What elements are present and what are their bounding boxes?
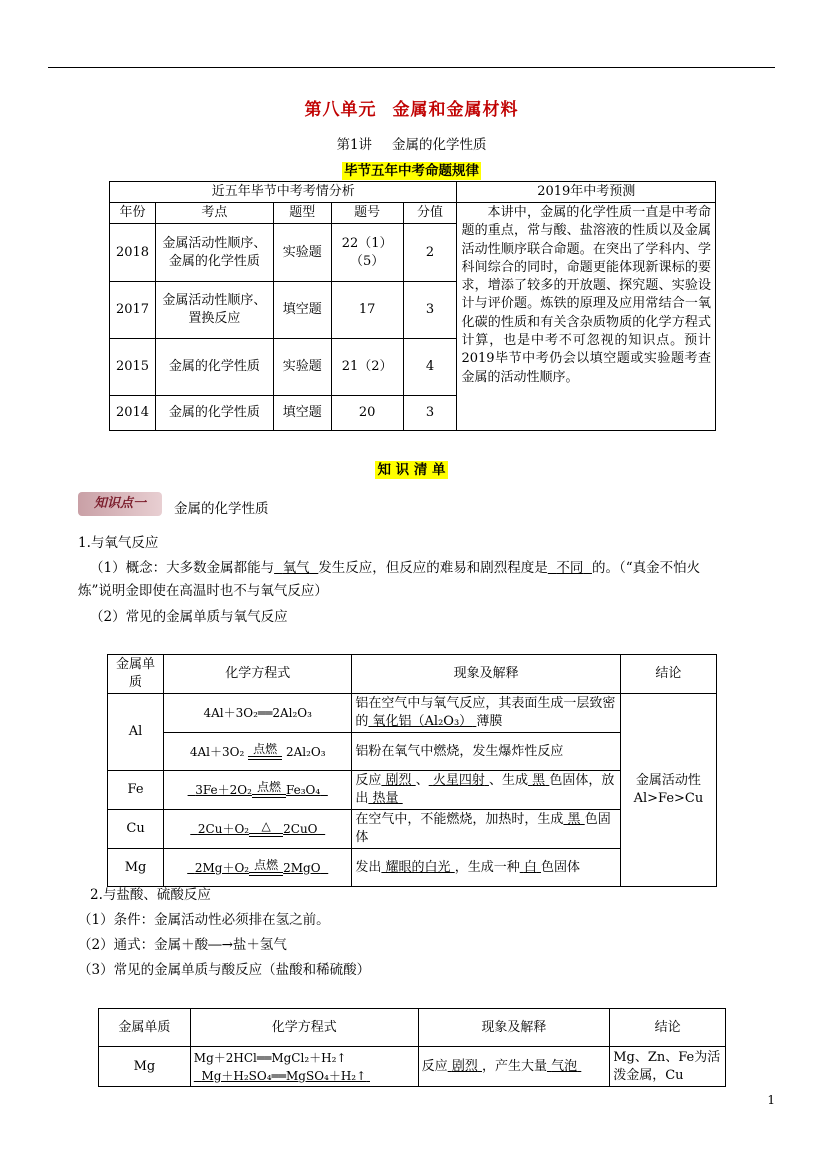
table-row: Al 4Al＋3O₂══2Al₂O₃ 铝在空气中与氧气反应，其表面生成一层致密的 氧化铝（Al₂O₃） 薄膜 金属活动性 Al>Fe>Cu (108, 694, 717, 733)
lecture-title: 第1讲 金属的化学性质 (336, 137, 487, 153)
acid-reaction-table: 金属单质 化学方程式 现象及解释 结论 Mg Mg＋2HCl══MgCl₂＋H₂↑ Mg＋H₂SO₄══MgSO₄＋H₂↑ 反应 剧烈 ，产生大量 气泡 Mg、Zn、Fe为活泼金属，Cu (98, 1008, 726, 1087)
table-header-left: 近五年毕节中考考情分析 (110, 182, 457, 203)
col-score: 分值 (403, 203, 457, 224)
table-row: Mg 2Mg＋O₂ 点燃 2MgO 发出 耀眼的白光 ，生成一种 白 色固体 (108, 849, 717, 887)
conclusion-cell: 金属活动性 Al>Fe>Cu (620, 694, 716, 887)
table-row: 4Al＋3O₂ 点燃 2Al₂O₃ 铝粉在氧气中燃烧，发生爆炸性反应 (108, 733, 717, 771)
exam-analysis-table (109, 181, 716, 431)
page-title: 第八单元 金属和金属材料 (304, 100, 519, 120)
knowledge-point-badge: 知识点一 (78, 492, 162, 516)
table-row: 2017 金属活动性顺序、置换反应 填空题 17 3 (110, 282, 716, 339)
table-header-right: 2019年中考预测 (457, 182, 716, 203)
section2-title: 2.与盐酸、硫酸反应 (90, 887, 211, 903)
page-number: 1 (767, 1093, 775, 1107)
col-year: 年份 (110, 203, 156, 224)
section1-title: 1.与氧气反应 (78, 535, 159, 551)
section2-formula: （2）通式：金属＋酸―→盐＋氢气 (78, 937, 287, 953)
col-point: 考点 (155, 203, 273, 224)
knowledge-point-label: 金属的化学性质 (174, 501, 269, 517)
top-rule (48, 67, 775, 68)
table-row: 2018 金属活动性顺序、金属的化学性质 实验题 22（1）（5） 2 (110, 224, 716, 282)
table-row: Mg Mg＋2HCl══MgCl₂＋H₂↑ Mg＋H₂SO₄══MgSO₄＋H₂↑ 反应 剧烈 ，产生大量 气泡 Mg、Zn、Fe为活泼金属，Cu (99, 1047, 726, 1087)
table-row: 2014 金属的化学性质 填空题 20 3 (110, 396, 716, 431)
section2-condition: （1）条件：金属活动性必须排在氢之前。 (78, 912, 330, 928)
table-row: 2015 金属的化学性质 实验题 21（2） 4 (110, 339, 716, 396)
section2-sub3: （3）常见的金属单质与酸反应（盐酸和稀硫酸） (78, 962, 371, 978)
section1-concept-cont: 炼”说明金即使在高温时也不与氧气反应） (78, 583, 328, 599)
knowledge-list-heading: 知 识 清 单 (377, 462, 446, 478)
table-row: Cu 2Cu＋O₂ △ 2CuO 在空气中，不能燃烧，加热时，生成 黑 色固体 (108, 810, 717, 849)
section-heading: 毕节五年中考命题规律 (344, 163, 479, 179)
prediction-text: 本讲中，金属的化学性质一直是中考命题的重点，常与酸、盐溶液的性质以及金属活动性顺序联合命题。在突出了学科内、学科间综合的同时，命题更能体现新课标的要求，增添了较多的开放题、探究题、实验设计与评价题。炼铁的原理及应用常结合一氧化碳的性质和有关含杂质物质的化学方程式计算，也是中考不可忽视的知识点。预计2019毕节中考仍会以填空题或实验题考查金属的活动性顺序。 (457, 203, 716, 431)
oxygen-reaction-table: 金属单质 化学方程式 现象及解释 结论 Al 4Al＋3O₂══2Al₂O₃ 铝在空气中与氧气反应，其表面生成一层致密的 氧化铝（Al₂O₃） 薄膜 金属活动性 Al>Fe>Cu 4Al＋3O₂ 点燃 2Al₂O₃ 铝粉在氧气中燃烧，发生爆炸性反应 Fe 3Fe＋2O₂ 点燃 Fe₃O₄ 反应 剧烈 、 火星四射 、生成 黑 色固体，放出 热量 Cu 2Cu＋O₂ △ 2CuO 在空气中，不能燃烧，加热时，生成 黑 色固体 Mg 2Mg＋O₂ 点燃 2MgO 发出 耀眼的白光 ，生成一种 白 色固体 (107, 654, 717, 887)
section1-sub2: （2）常见的金属单质与氧气反应 (90, 609, 288, 625)
table-row: Fe 3Fe＋2O₂ 点燃 Fe₃O₄ 反应 剧烈 、 火星四射 、生成 黑 色固体，放出 热量 (108, 771, 717, 810)
section1-concept: （1）概念：大多数金属都能与 氧气 发生反应，但反应的难易和剧烈程度是 不同 的。（“真金不怕火 (90, 560, 701, 576)
col-number: 题号 (331, 203, 403, 224)
col-type: 题型 (273, 203, 331, 224)
